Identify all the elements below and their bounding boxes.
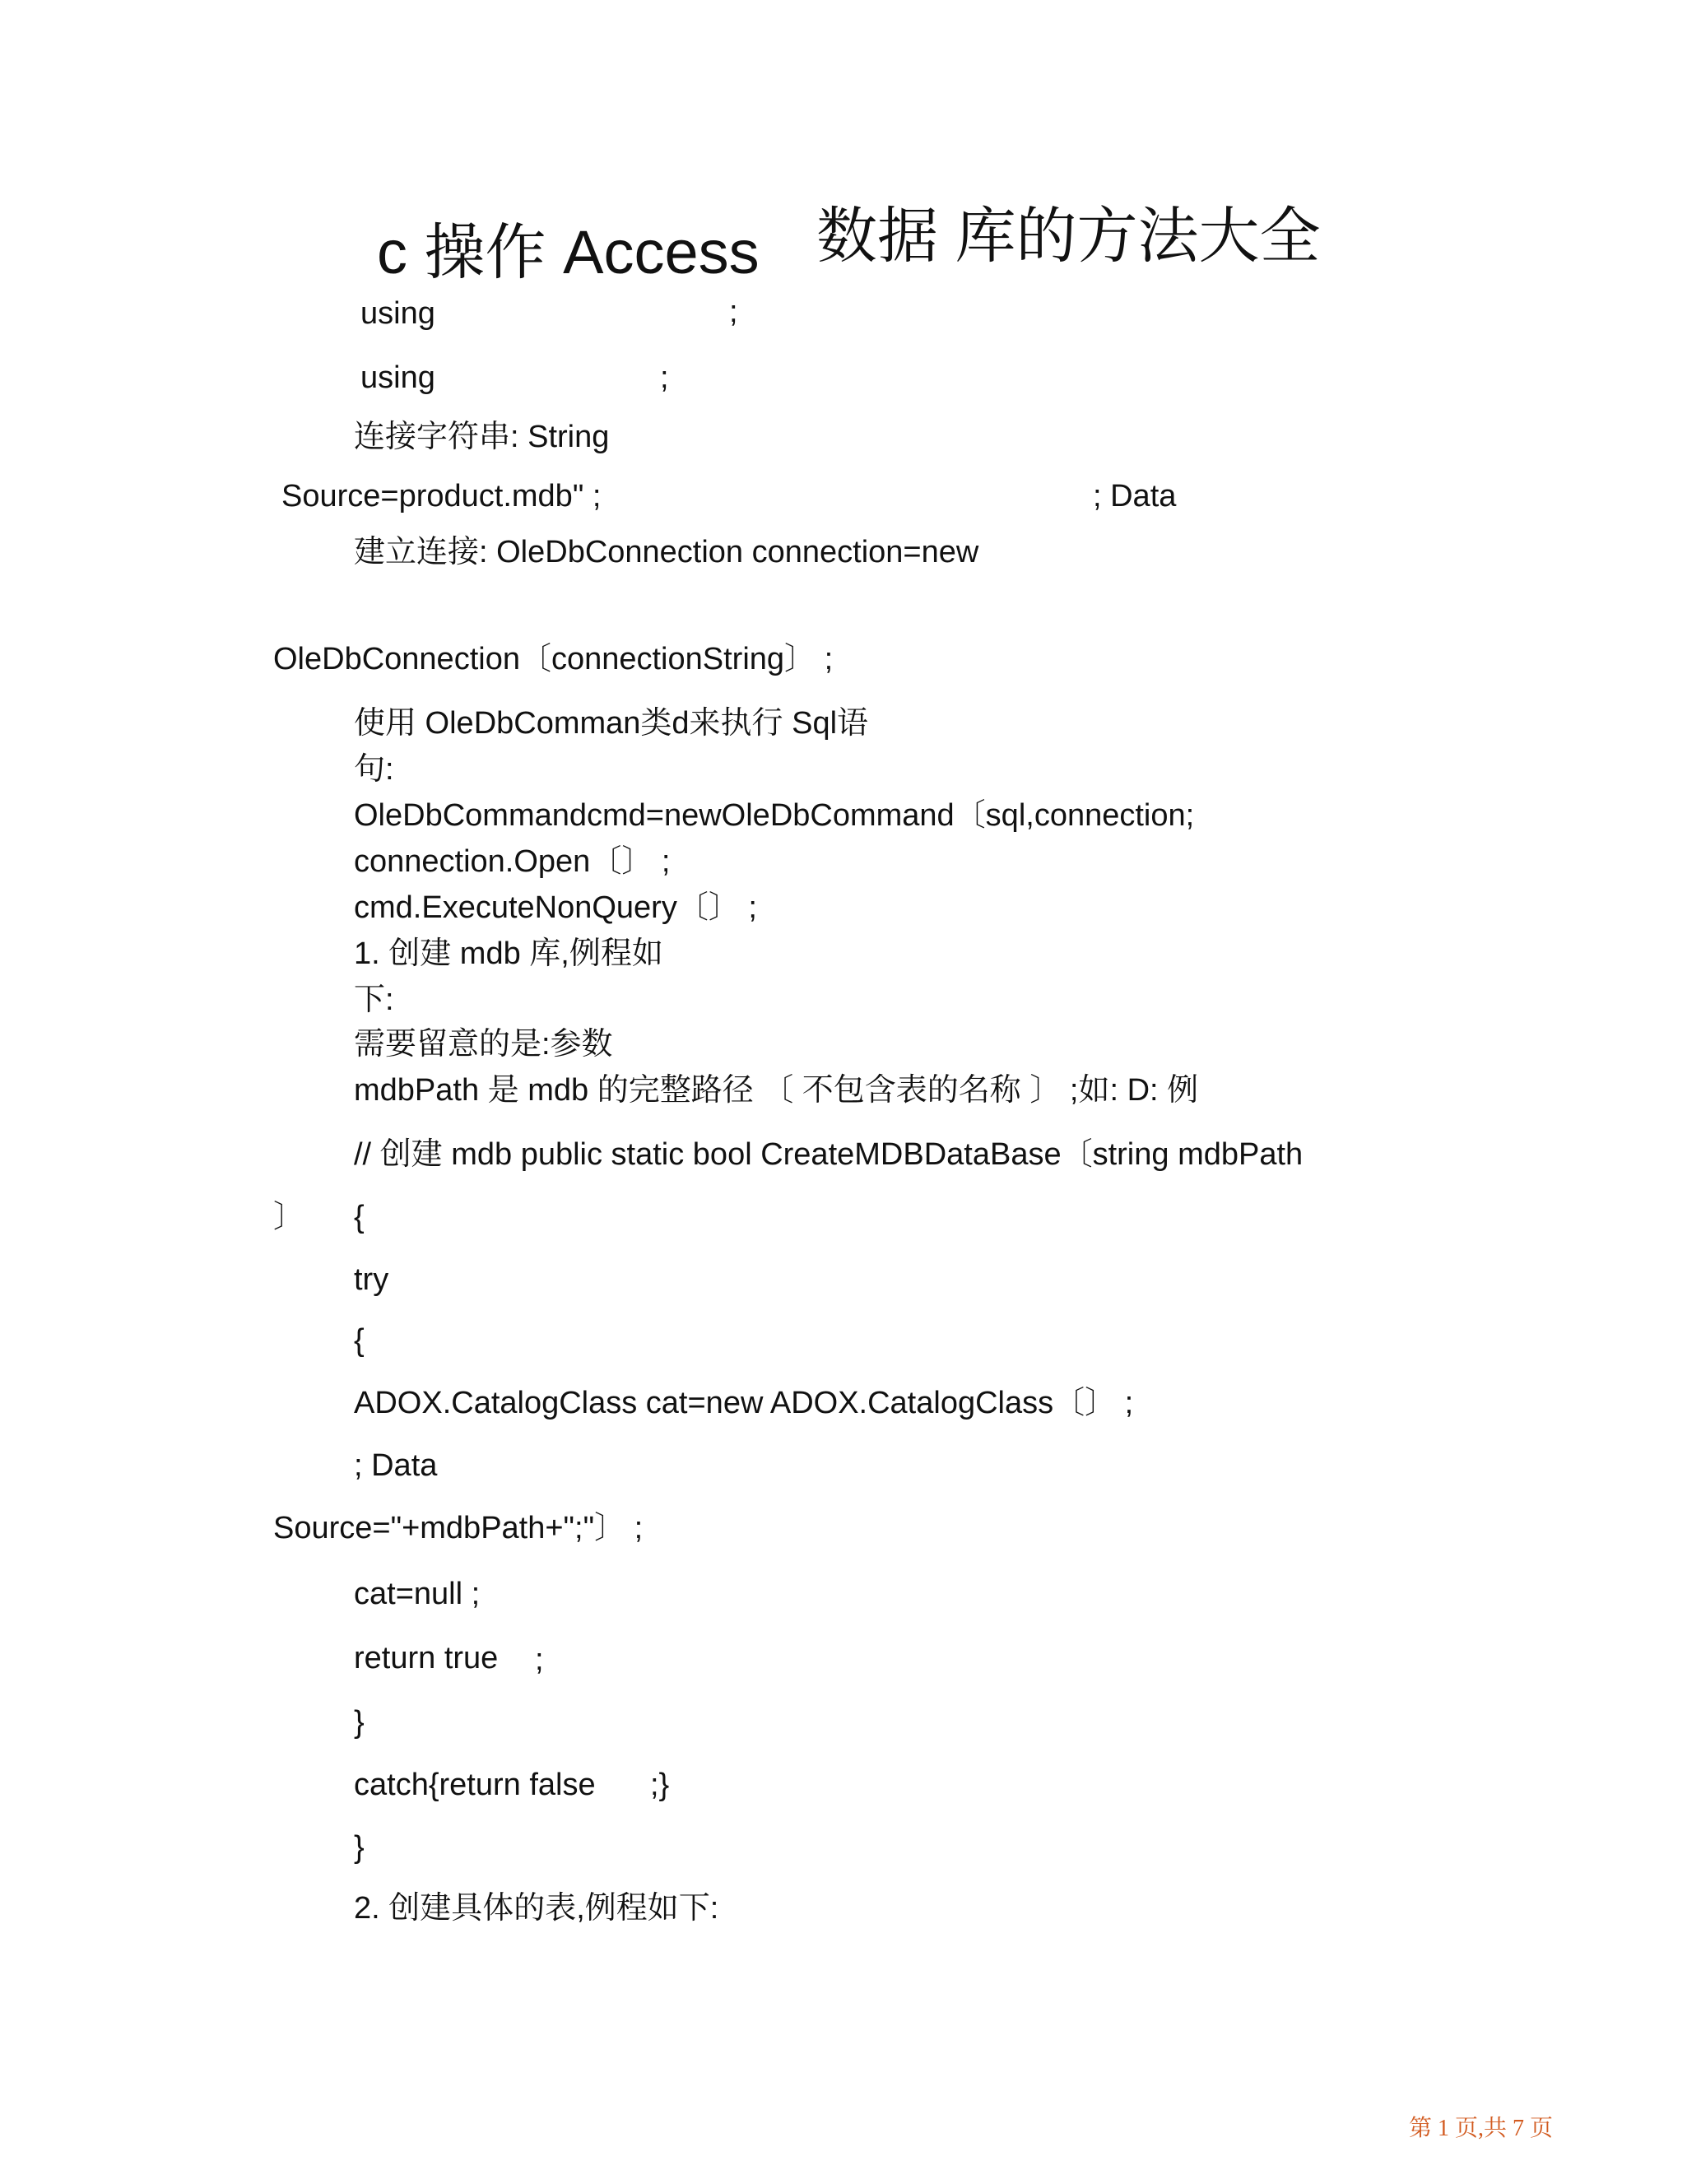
text-line: ; bbox=[660, 360, 669, 395]
text-line: { bbox=[354, 1323, 365, 1358]
text-line: ADOX.CatalogClass cat=new ADOX.CatalogClass〔〕 ; bbox=[354, 1386, 1134, 1420]
text-line: catch{return false bbox=[354, 1768, 596, 1802]
text-line: { bbox=[354, 1200, 365, 1234]
text-line: ; Data bbox=[354, 1448, 438, 1483]
text-line: } bbox=[354, 1830, 365, 1865]
text-line: 2. 创建具体的表,例程如下: bbox=[354, 1891, 719, 1926]
text-line: 建立连接: OleDbConnection connection=new bbox=[354, 535, 979, 569]
text-line: // 创建 mdb public static bool CreateMDBDataBase〔string mdbPath bbox=[354, 1137, 1304, 1172]
text-line: 1. 创建 mdb 库,例程如 bbox=[354, 936, 663, 971]
text-line: 句: bbox=[354, 752, 394, 787]
text-line: using bbox=[360, 296, 435, 331]
text-line: using bbox=[360, 360, 435, 395]
text-line: 连接字符串: String bbox=[354, 420, 610, 454]
document-title-part2: 数据 库的方法大全 bbox=[816, 202, 1321, 270]
text-line: 需要留意的是:参数 bbox=[354, 1027, 613, 1062]
text-line: 使用 OleDbComman类d来执行 Sql语 bbox=[354, 706, 869, 741]
text-line: 下: bbox=[354, 983, 394, 1017]
page-number-footer: 第 1 页,共 7 页 bbox=[1409, 2116, 1554, 2141]
text-line: } bbox=[354, 1705, 365, 1740]
text-line: OleDbConnection〔connectionString〕 ; bbox=[273, 642, 834, 676]
text-line: Source="+mdbPath+";"〕 ; bbox=[273, 1511, 644, 1545]
text-line: mdbPath 是 mdb 的完整路径 〔 不包含表的名称 〕 ;如: D: 例 bbox=[354, 1073, 1199, 1108]
document-title-part1: c 操作 Access bbox=[377, 218, 760, 286]
text-line: return true bbox=[354, 1641, 499, 1675]
text-line: ; bbox=[729, 295, 738, 329]
text-line: Source=product.mdb" ; bbox=[281, 479, 602, 513]
text-line: 〕 bbox=[273, 1200, 305, 1234]
text-line: OleDbCommandcmd=newOleDbCommand〔sql,connection; bbox=[354, 798, 1195, 833]
text-line: ;} bbox=[650, 1768, 670, 1802]
text-line: ; bbox=[535, 1643, 544, 1677]
text-line: cmd.ExecuteNonQuery〔〕 ; bbox=[354, 890, 757, 925]
text-line: ; Data bbox=[1093, 479, 1177, 513]
text-line: try bbox=[354, 1262, 389, 1297]
text-line: cat=null ; bbox=[354, 1577, 481, 1611]
text-line: connection.Open〔〕 ; bbox=[354, 844, 671, 879]
